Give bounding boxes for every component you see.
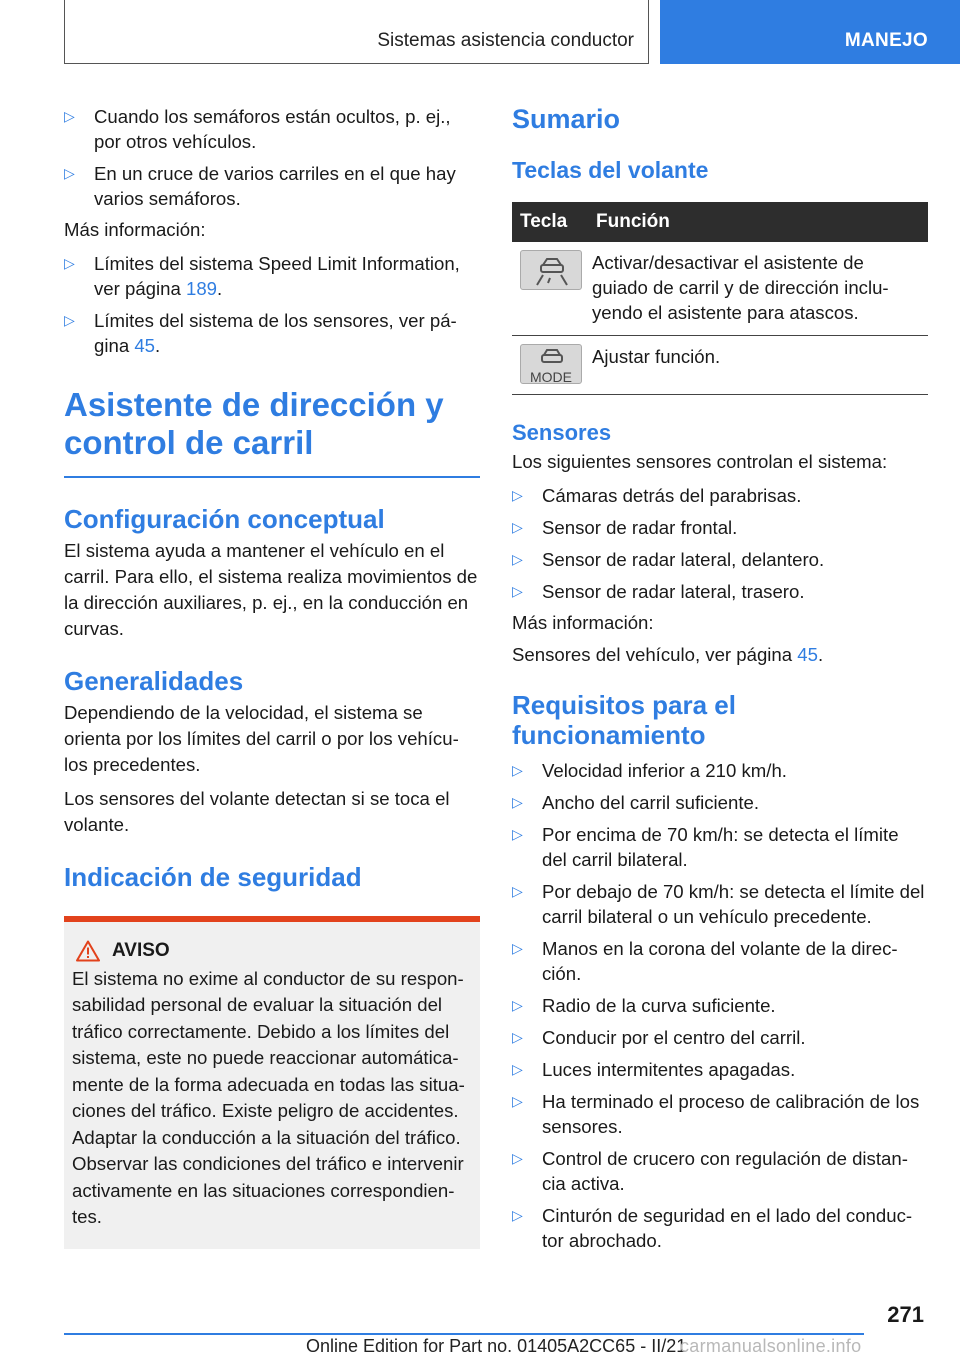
ref-end: . xyxy=(817,644,824,665)
sensors-list xyxy=(512,483,928,604)
function-cell: Ajustar función. xyxy=(588,336,928,395)
list-item: ▷ Sensor de radar frontal. xyxy=(512,515,928,540)
mode-button-icon xyxy=(520,344,582,384)
list-item: ▷ Velocidad inferior a 210 km/h. xyxy=(512,758,928,783)
sensors-intro: Los siguientes sensores controlan el sistema: xyxy=(512,451,888,472)
more-info-list xyxy=(64,251,480,358)
warning-box xyxy=(64,916,480,1249)
mode-label: MODE xyxy=(530,369,572,385)
page-number: 271 xyxy=(887,1302,924,1327)
ref-text: Sensores del vehículo, ver página xyxy=(512,644,798,665)
concept-title: Configuración conceptual xyxy=(64,503,385,534)
header-chapter-box xyxy=(64,0,649,64)
header-section-tab xyxy=(660,0,960,64)
table-header-row xyxy=(512,202,928,242)
list-item: ▷ Conducir por el centro del carril. xyxy=(512,1025,928,1050)
list-item: ▷ Ha terminado el proceso de calibración de los sensores. xyxy=(512,1089,928,1139)
list-item: ▷ Cinturón de seguridad en el lado del conduc-tor abrochado. xyxy=(512,1203,928,1253)
concept-text: El sistema ayuda a mantener el vehículo en el carril. Para ello, el sistema realiza movimientos de la dirección auxiliares, p. ej., en la conducción en curvas. xyxy=(64,539,478,639)
page-link[interactable]: 45 xyxy=(134,335,156,356)
general-text-2: Los sensores del volante detectan si se toca el volante. xyxy=(64,787,450,835)
table-row xyxy=(512,242,928,336)
watermark: carmanualsonline.info xyxy=(680,1336,862,1356)
warning-header xyxy=(72,940,472,962)
ref-end: . xyxy=(217,278,223,299)
sensors-title: Sensores xyxy=(512,420,612,445)
key-cell xyxy=(512,336,588,395)
list-item: ▷ Ancho del carril suficiente. xyxy=(512,790,928,815)
column-header: Tecla xyxy=(512,202,588,242)
main-title: Asistente de dirección y control de carril xyxy=(64,386,444,461)
list-item: ▷ Por encima de 70 km/h: se detecta el límite del carril bilateral. xyxy=(512,822,928,872)
warning-text: El sistema no exime al conductor de su respon-sabilidad personal de evaluar la situación del tráfico correctamente. Debido a los límites del sistema, este no puede reaccionar automática-mente de la forma adecuada en todas las situa-ciones del tráfico. Existe peligro de accidentes. Adaptar la conducción a la situación del tráfico. Observar las condiciones del tráfico e intervenir activamente en las situaciones correspondien-tes. xyxy=(72,967,465,1227)
list-item: ▷ Control de crucero con regulación de distan-cia activa. xyxy=(512,1146,928,1196)
left-column xyxy=(64,104,480,1249)
bullet-list-top xyxy=(64,104,480,211)
ref-text: Límites del sistema de los sensores, ver pá-gina xyxy=(94,310,457,356)
requirements-list xyxy=(512,758,928,1253)
more-info-label: Más información: xyxy=(64,219,206,240)
footer-rule xyxy=(64,1333,864,1335)
list-item xyxy=(64,251,480,301)
safety-title: Indicación de seguridad xyxy=(64,861,362,892)
ref-text: Límites del sistema Speed Limit Information, ver página xyxy=(94,253,460,299)
list-item: ▷ Por debajo de 70 km/h: se detecta el límite del carril bilateral o un vehículo precedente. xyxy=(512,879,928,929)
list-item: ▷ Manos en la corona del volante de la direc-ción. xyxy=(512,936,928,986)
general-title: Generalidades xyxy=(64,665,244,696)
list-item: ▷ Cuando los semáforos están ocultos, p. ej., por otros vehículos. xyxy=(64,104,480,154)
requirements-title: Requisitos para el funcionamiento xyxy=(512,690,736,750)
key-cell xyxy=(512,242,588,336)
summary-title: Sumario xyxy=(512,104,621,134)
list-item: ▷ En un cruce de varios carriles en el que hay varios semáforos. xyxy=(64,161,480,211)
sensors-more-label: Más información: xyxy=(512,612,654,633)
ref-end: . xyxy=(155,335,161,356)
warning-triangle-icon xyxy=(76,940,100,962)
list-item xyxy=(64,308,480,358)
table-row xyxy=(512,336,928,395)
warning-label: AVISO xyxy=(112,939,170,961)
lane-assist-icon xyxy=(520,250,582,290)
edition-text: Online Edition for Part no. 01405A2CC65 - II/21 xyxy=(306,1336,687,1356)
title-rule xyxy=(64,476,480,478)
column-header: Función xyxy=(588,202,928,242)
page-link[interactable]: 45 xyxy=(797,644,818,665)
right-column xyxy=(512,104,928,1260)
page-link[interactable]: 189 xyxy=(186,278,218,299)
section-label: MANEJO xyxy=(844,30,928,51)
list-item: ▷ Cámaras detrás del parabrisas. xyxy=(512,483,928,508)
list-item: ▷ Luces intermitentes apagadas. xyxy=(512,1057,928,1082)
keys-table xyxy=(512,202,928,395)
list-item: ▷ Sensor de radar lateral, trasero. xyxy=(512,579,928,604)
function-cell: Activar/desactivar el asistente de guiado de carril y de dirección inclu-yendo el asistente para atascos. xyxy=(588,242,928,336)
list-item: ▷ Sensor de radar lateral, delantero. xyxy=(512,547,928,572)
general-text-1: Dependiendo de la velocidad, el sistema se orienta por los límites del carril o por los vehícu-los precedentes. xyxy=(64,701,459,775)
list-item: ▷ Radio de la curva suficiente. xyxy=(512,993,928,1018)
keys-title: Teclas del volante xyxy=(512,157,709,183)
sensors-ref xyxy=(512,642,928,668)
chapter-title: Sistemas asistencia conductor xyxy=(377,30,634,51)
